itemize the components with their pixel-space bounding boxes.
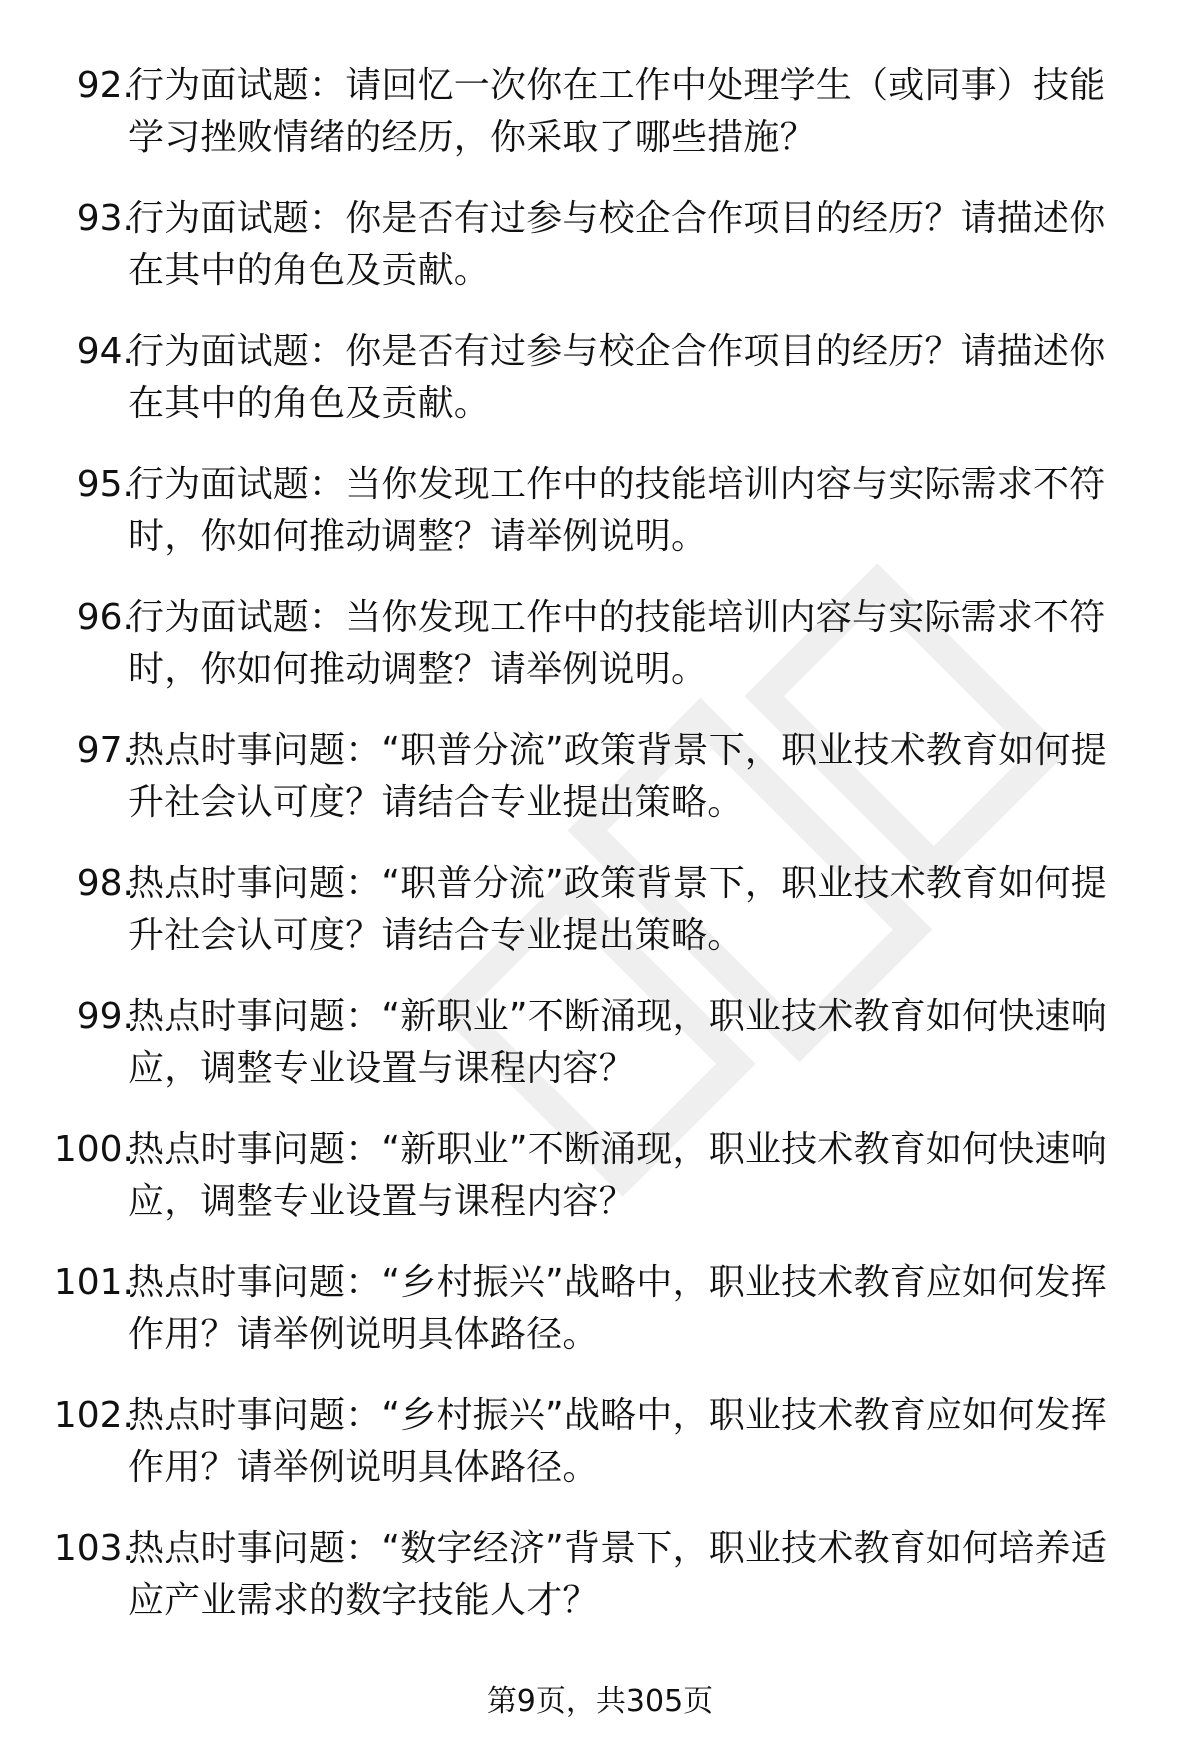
question-text: 行为面试题：你是否有过参与校企合作项目的经历？请描述你在其中的角色及贡献。: [128, 331, 1106, 424]
question-text: 热点时事问题：“数字经济”背景下，职业技术教育如何培养适应产业需求的数字技能人才？: [128, 1528, 1107, 1621]
question-number: 95.: [76, 464, 134, 505]
question-text: 热点时事问题：“职普分流”政策背景下，职业技术教育如何提升社会认可度？请结合专业提出策略。: [128, 730, 1107, 823]
question-number: 100.: [53, 1129, 134, 1170]
question-number: 101.: [53, 1262, 134, 1303]
list-item: [0, 721, 1200, 851]
question-text: 行为面试题：你是否有过参与校企合作项目的经历？请描述你在其中的角色及贡献。: [128, 198, 1106, 291]
list-item: [0, 455, 1200, 585]
page-footer: 第9页，共305页: [486, 1684, 714, 1719]
question-text: 行为面试题：当你发现工作中的技能培训内容与实际需求不符时，你如何推动调整？请举例说明。: [128, 464, 1106, 557]
list-item: [0, 588, 1200, 718]
question-number: 98.: [76, 863, 134, 904]
list-item: [0, 189, 1200, 319]
question-number: 99.: [76, 996, 134, 1037]
list-item: [0, 854, 1200, 984]
question-number: 92.: [76, 65, 134, 106]
question-text: 行为面试题：当你发现工作中的技能培训内容与实际需求不符时，你如何推动调整？请举例说明。: [128, 597, 1106, 690]
list-item: [0, 56, 1200, 186]
question-list: [0, 56, 1200, 1652]
question-number: 97.: [76, 730, 134, 771]
question-text: 行为面试题：请回忆一次你在工作中处理学生（或同事）技能学习挫败情绪的经历，你采取了哪些措施？: [128, 65, 1106, 158]
question-number: 103.: [53, 1528, 134, 1569]
question-number: 102.: [53, 1395, 134, 1436]
question-number: 93.: [76, 198, 134, 239]
question-number: 94.: [76, 331, 134, 372]
question-text: 热点时事问题：“新职业”不断涌现，职业技术教育如何快速响应，调整专业设置与课程内容？: [128, 1129, 1107, 1222]
question-text: 热点时事问题：“乡村振兴”战略中，职业技术教育应如何发挥作用？请举例说明具体路径。: [128, 1395, 1107, 1488]
list-item: [0, 1519, 1200, 1649]
list-item: [0, 322, 1200, 452]
list-item: [0, 987, 1200, 1117]
question-text: 热点时事问题：“乡村振兴”战略中，职业技术教育应如何发挥作用？请举例说明具体路径。: [128, 1262, 1107, 1355]
question-text: 热点时事问题：“新职业”不断涌现，职业技术教育如何快速响应，调整专业设置与课程内容？: [128, 996, 1107, 1089]
question-number: 96.: [76, 597, 134, 638]
question-text: 热点时事问题：“职普分流”政策背景下，职业技术教育如何提升社会认可度？请结合专业提出策略。: [128, 863, 1107, 956]
list-item: [0, 1120, 1200, 1250]
list-item: [0, 1253, 1200, 1383]
list-item: [0, 1386, 1200, 1516]
